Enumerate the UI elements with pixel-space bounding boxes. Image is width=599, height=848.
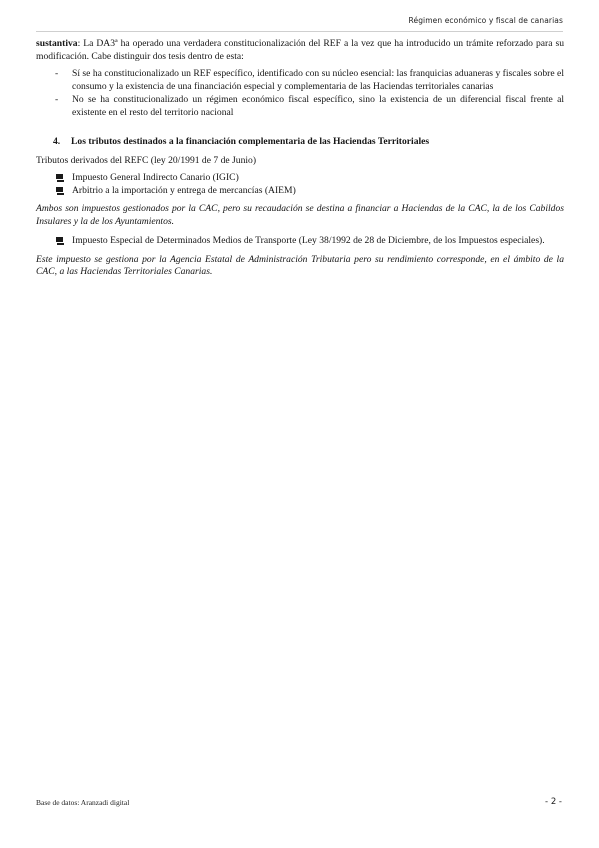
thesis-text: No se ha constitucionalizado un régimen económico fiscal específico, sino la existencia de un diferencial fiscal frente al existente en el resto del territorio nacional	[72, 94, 564, 118]
note-paragraph: Ambos son impuestos gestionados por la CAC, pero su recaudación se destina a financiar a Haciendas de la CAC, la de los Cabildos Insulares y la de los Ayuntamientos.	[36, 202, 564, 227]
intro-bold-term: sustantiva	[36, 38, 78, 49]
page-number: - 2 -	[545, 797, 562, 807]
intro-text: : La DA3ª ha operado una verdadera constitucionalización del REF a la vez que ha introducido un trámite reforzado para su modificación. Cabe distinguir dos tesis dentro de esta:	[36, 38, 564, 62]
tax-text: Impuesto General Indirecto Canario (IGIC)	[72, 171, 239, 183]
derived-taxes-label: Tributos derivados del REFC (ley 20/1991 de 7 de Junio)	[36, 155, 257, 167]
thesis-text: Sí se ha constitucionalizado un REF específico, identificado con su núcleo esencial: las franquicias aduaneras y fiscales sobre el consumo y la existencia de una financiación especial y complementaria de las Haciendas territoriales canarias	[72, 68, 564, 92]
section-heading	[36, 136, 564, 149]
section-number: 4.	[53, 135, 61, 147]
tax-text: Impuesto Especial de Determinados Medios de Transporte (Ley 38/1992 de 28 de Diciembre, de los Impuestos especiales).	[72, 235, 545, 247]
dash-bullet: -	[55, 68, 59, 80]
floppy-disk-bullet-icon	[56, 237, 64, 245]
header-rule	[36, 31, 563, 32]
tax-text: Arbitrio a la importación y entrega de mercancías (AIEM)	[72, 185, 296, 197]
floppy-disk-bullet-icon	[56, 174, 64, 182]
list-item	[36, 172, 564, 185]
taxes-list	[36, 235, 564, 248]
list-item	[36, 68, 564, 93]
running-header: Régimen económico y fiscal de canarias	[408, 16, 563, 25]
page-content	[36, 38, 564, 279]
footer-source: Base de datos: Aranzadi digital	[36, 798, 130, 807]
list-item	[36, 235, 564, 248]
intro-paragraph	[36, 38, 564, 63]
list-item	[36, 94, 564, 119]
list-item	[36, 185, 564, 198]
floppy-disk-bullet-icon	[56, 187, 64, 195]
section-title: Los tributos destinados a la financiación complementaria de las Haciendas Territoriales	[71, 135, 430, 147]
note-paragraph: Este impuesto se gestiona por la Agencia Estatal de Administración Tributaria pero su rendimiento corresponde, en el ámbito de la CAC, a las Haciendas Territoriales Canarias.	[36, 253, 564, 278]
taxes-list	[36, 172, 564, 198]
theses-list	[36, 68, 564, 119]
dash-bullet: -	[55, 94, 59, 106]
